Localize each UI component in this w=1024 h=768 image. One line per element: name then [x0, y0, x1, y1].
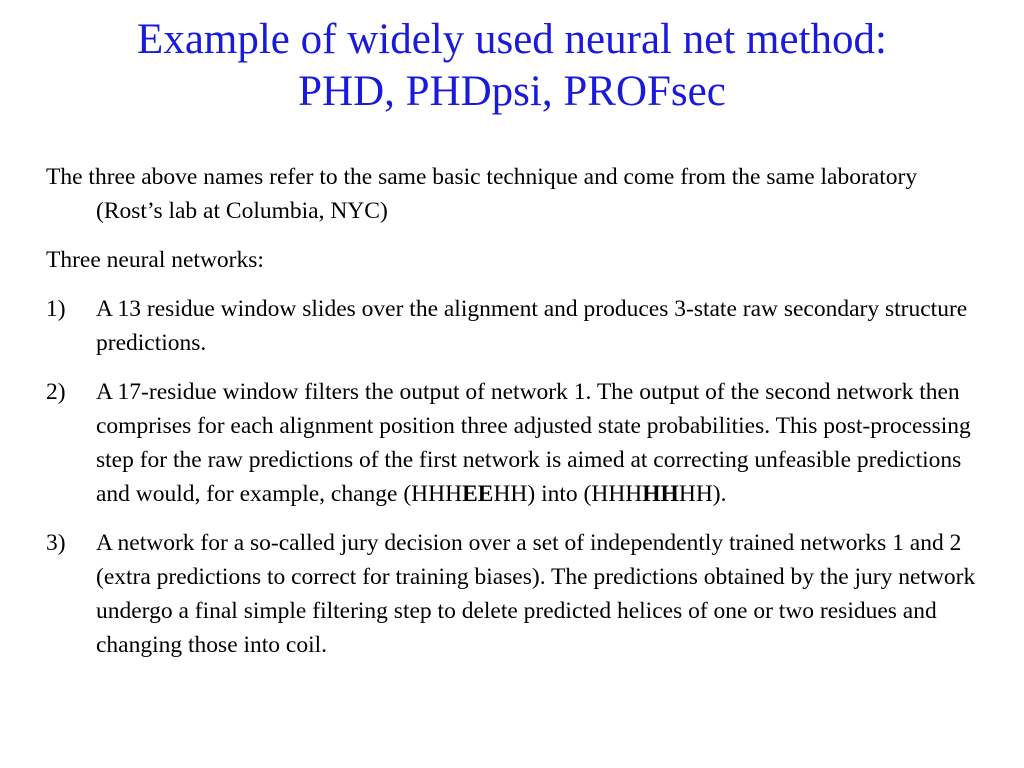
- slide-body: [46, 160, 986, 677]
- list-item-text: [96, 379, 971, 507]
- list-item-2: [46, 375, 986, 511]
- list-item-3: [46, 526, 986, 662]
- list-item-number: 2): [46, 379, 66, 405]
- networks-heading: Three neural networks:: [46, 247, 264, 273]
- list-item-1: [46, 292, 986, 360]
- list-item-text: A 13 residue window slides over the alignment and produces 3-state raw secondary structure predictions.: [96, 296, 968, 356]
- list-item-number: 1): [46, 296, 66, 322]
- text-before: A 17-residue window filters the output of network 1. The output of the second network then comprises for each alignment position three adjusted state probabilities. This post-processing step for the raw predictions of the first network is aimed at correcting unfeasible predictions and would, for example, change (HHH: [96, 379, 971, 507]
- list-item-number: 3): [46, 530, 66, 556]
- title-line-2: PHD, PHDpsi, PROFsec: [298, 68, 726, 115]
- bold-hh: HH: [642, 481, 679, 507]
- text-after: HH).: [678, 481, 727, 507]
- bold-ee: EE: [462, 481, 494, 507]
- list-item-text: A network for a so-called jury decision over a set of independently trained networks 1 and 2 (extra predictions to correct for training biases). The predictions obtained by the jury network undergo a final simple filtering step to delete predicted helices of one or two residues and changing those into coil.: [96, 530, 976, 658]
- slide-title: [0, 14, 1024, 118]
- text-middle: HH) into (HHH: [493, 481, 643, 507]
- intro-paragraph: The three above names refer to the same basic technique and come from the same laboratory (Rost’s lab at Columbia, NYC): [46, 164, 918, 224]
- title-line-1: Example of widely used neural net method:: [137, 16, 887, 63]
